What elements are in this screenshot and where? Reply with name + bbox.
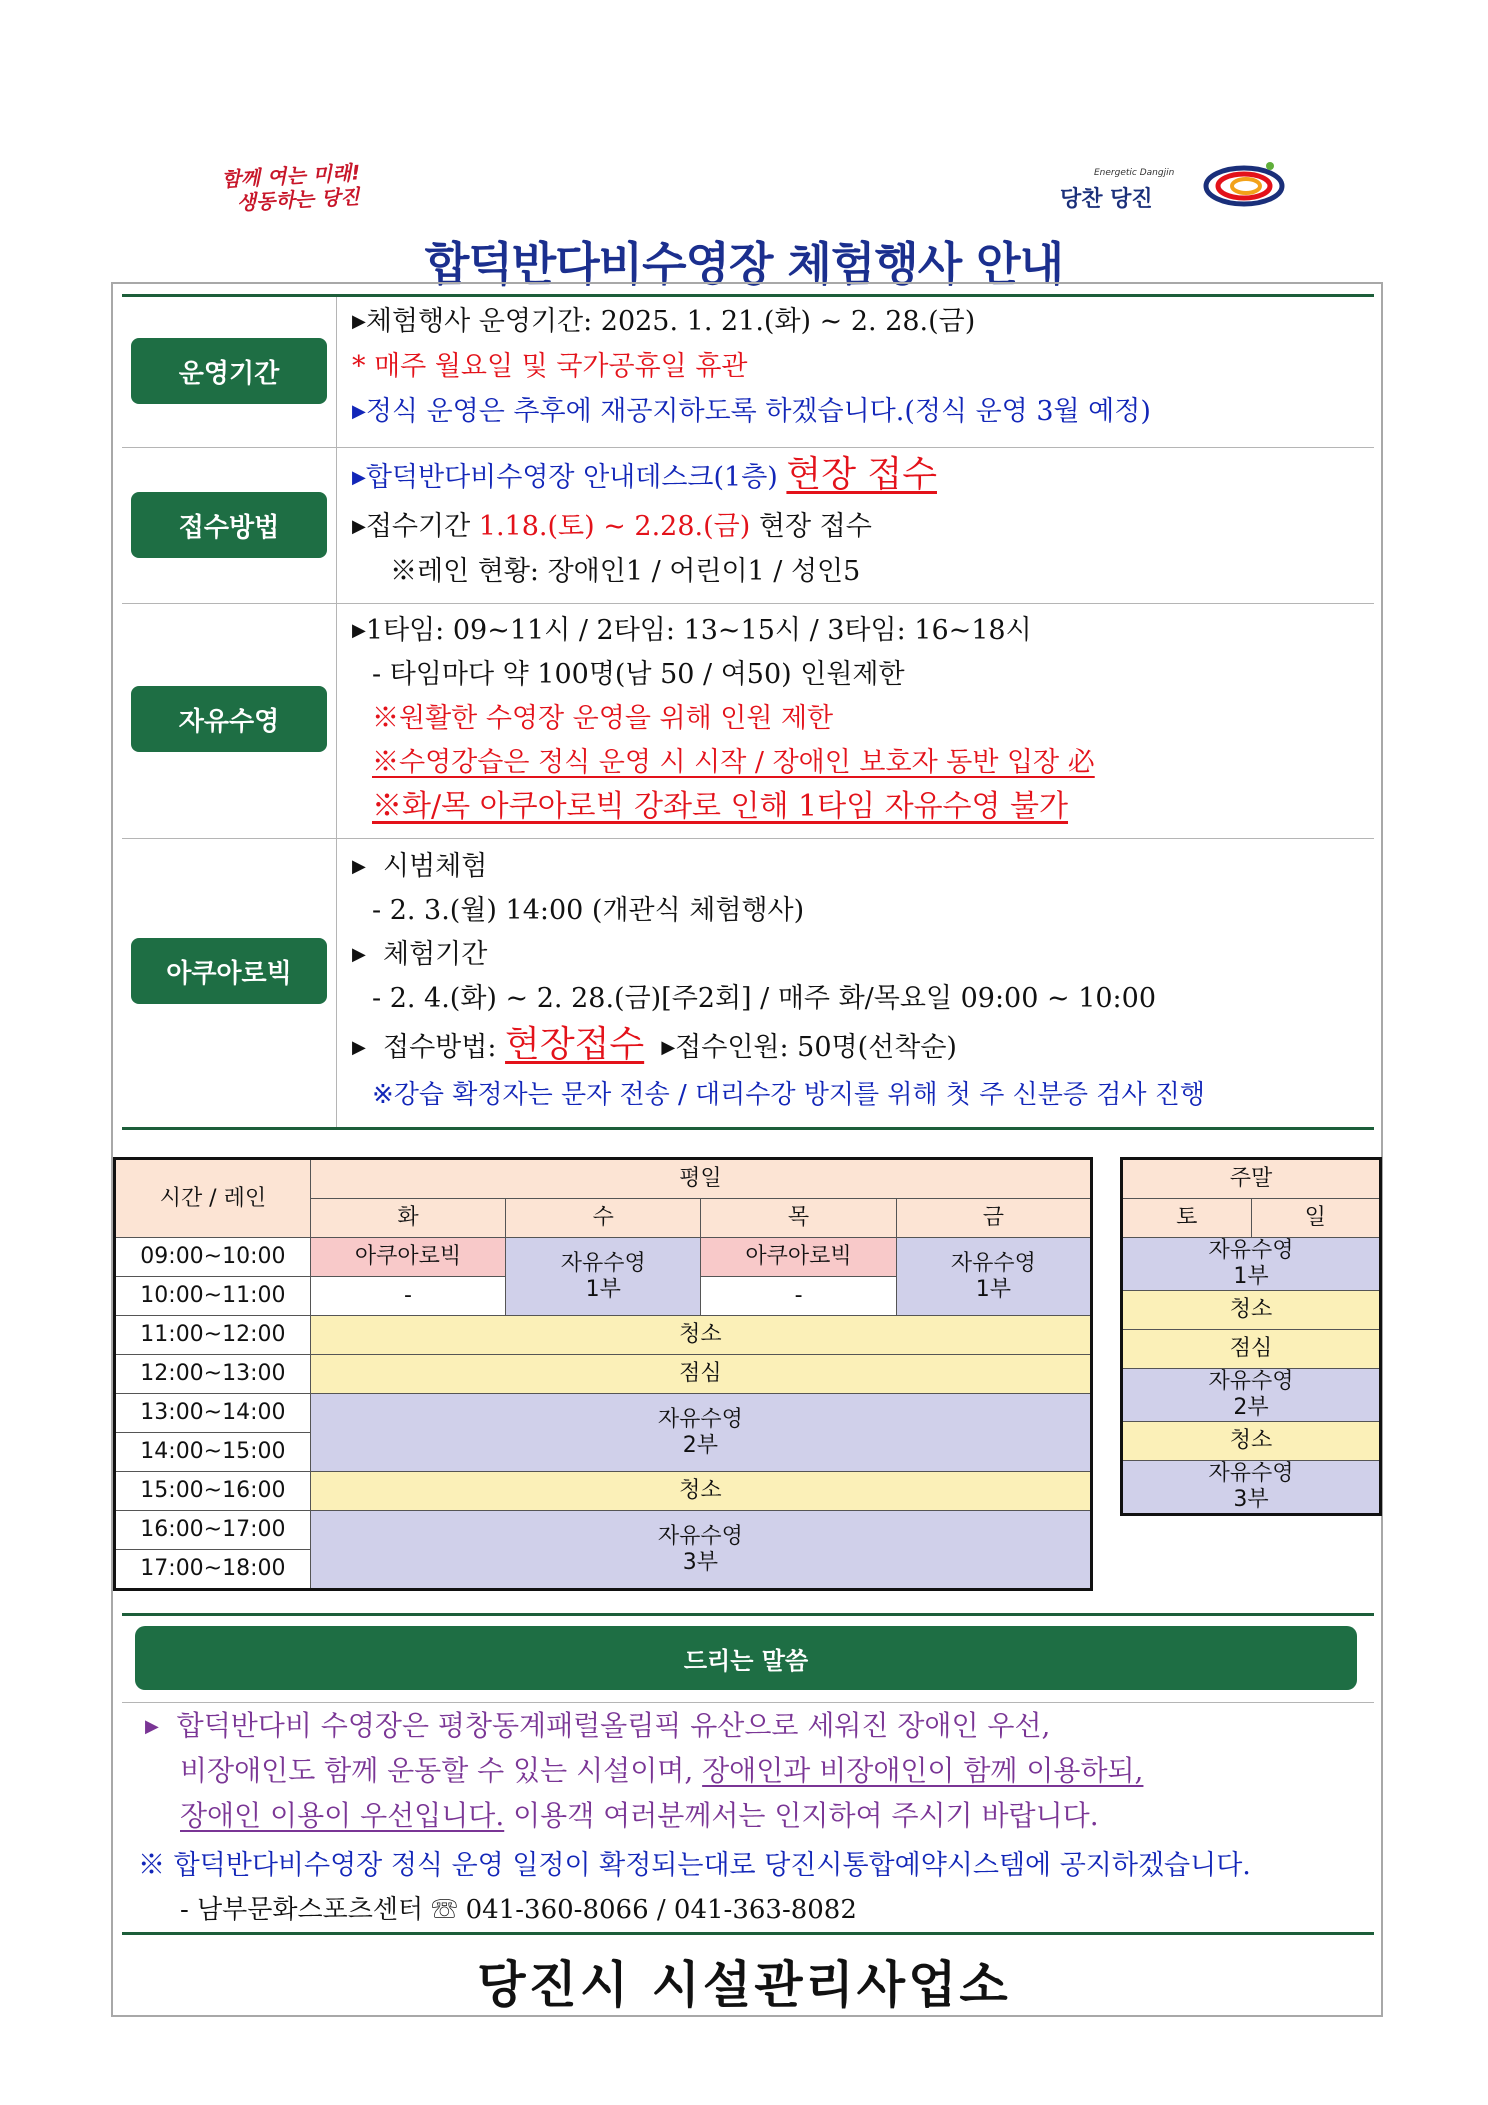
lunch-cell: 점심 xyxy=(310,1355,1091,1394)
divider xyxy=(122,603,1374,604)
corner-header: 시간 / 레인 xyxy=(115,1159,311,1238)
label-aquarobic: 아쿠아로빅 xyxy=(131,938,327,1004)
divider xyxy=(122,1702,1374,1703)
free-swim-times: ▶1타임: 09~11시 / 2타임: 13~15시 / 3타임: 16~18시 xyxy=(352,615,1032,646)
aquarobic-note: ※강습 확정자는 문자 전송 / 대리수강 방지를 위해 첫 주 신분증 검사 진행 xyxy=(372,1080,1205,1110)
slogan xyxy=(221,157,433,216)
time-cell: 14:00~15:00 xyxy=(115,1433,311,1472)
free-swim-1-cell: 자유수영 1부 xyxy=(896,1238,1091,1316)
cleaning-cell: 청소 xyxy=(1122,1291,1381,1330)
weekend-header: 주말 xyxy=(1122,1159,1381,1199)
aquarobic-cell: 아쿠아로빅 xyxy=(701,1238,896,1277)
notice-p2: 비장애인도 함께 운동할 수 있는 시설이며, 장애인과 비장애인이 함께 이용하되, xyxy=(180,1754,1144,1787)
bottom-rule xyxy=(122,1127,1374,1130)
day-header: 일 xyxy=(1251,1199,1381,1238)
cleaning-cell: 청소 xyxy=(310,1316,1091,1355)
free-swim-3-cell: 자유수영 3부 xyxy=(310,1511,1091,1590)
free-swim-limit: - 타임마다 약 100명(남 50 / 여50) 인원제한 xyxy=(372,659,905,690)
label-reception: 접수방법 xyxy=(131,492,327,558)
free-swim-2-cell: 자유수영 2부 xyxy=(1122,1369,1381,1422)
aquarobic-cell: 아쿠아로빅 xyxy=(310,1238,505,1277)
logo-text: 당찬 당진 xyxy=(1060,187,1153,212)
column-divider xyxy=(336,297,337,1127)
period-line1: ▶체험행사 운영기간: 2025. 1. 21.(화) ~ 2. 28.(금) xyxy=(352,306,976,337)
free-swim-note1: ※원활한 수영장 운영을 위해 인원 제한 xyxy=(372,703,834,734)
lane-status: ※레인 현황: 장애인1 / 어린이1 / 성인5 xyxy=(390,556,861,587)
divider xyxy=(122,838,1374,839)
time-cell: 15:00~16:00 xyxy=(115,1472,311,1511)
free-swim-3-cell: 자유수영 3부 xyxy=(1122,1461,1381,1515)
cleaning-cell: 청소 xyxy=(1122,1422,1381,1461)
time-cell: 16:00~17:00 xyxy=(115,1511,311,1550)
label-period: 운영기간 xyxy=(131,338,327,404)
aquarobic-trial: ▶ 시범체험 xyxy=(352,851,488,882)
city-logo xyxy=(1060,156,1290,216)
aquarobic-period-date: - 2. 4.(화) ~ 2. 28.(금)[주2회] / 매주 화/목요일 09:00 ~ 10:00 xyxy=(372,983,1157,1014)
day-header: 금 xyxy=(896,1199,1091,1238)
notice-label: 드리는 말씀 xyxy=(135,1626,1357,1690)
empty-cell: - xyxy=(701,1277,896,1316)
aquarobic-period: ▶ 체험기간 xyxy=(352,939,488,970)
label-free-swim: 자유수영 xyxy=(131,686,327,752)
top-rule xyxy=(122,294,1374,297)
day-header: 토 xyxy=(1122,1199,1252,1238)
period-official-note: ▶정식 운영은 추후에 재공지하도록 하겠습니다.(정식 운영 3월 예정) xyxy=(352,396,1151,427)
free-swim-2-cell: 자유수영 2부 xyxy=(310,1394,1091,1472)
reception-line1: ▶합덕반다비수영장 안내데스크(1층) 현장 접수 xyxy=(352,454,937,495)
aquarobic-reception: ▶ 접수방법: 현장접수 ▶접수인원: 50명(선착순) xyxy=(352,1024,957,1065)
weekday-header: 평일 xyxy=(310,1159,1091,1199)
day-header: 수 xyxy=(506,1199,701,1238)
logo-subtitle: Energetic Dangjin xyxy=(1094,168,1175,178)
free-swim-note3: ※화/목 아쿠아로빅 강좌로 인해 1타임 자유수영 불가 xyxy=(372,789,1069,824)
time-cell: 09:00~10:00 xyxy=(115,1238,311,1277)
notice-p1: ▶ 합덕반다비 수영장은 평창동계패럴올림픽 유산으로 세워진 장애인 우선, xyxy=(145,1709,1051,1742)
aquarobic-trial-date: - 2. 3.(월) 14:00 (개관식 체험행사) xyxy=(372,895,805,926)
footer-rule xyxy=(122,1932,1374,1935)
time-cell: 11:00~12:00 xyxy=(115,1316,311,1355)
time-cell: 12:00~13:00 xyxy=(115,1355,311,1394)
notice-p3: 장애인 이용이 우선입니다. 이용객 여러분께서는 인지하여 주시기 바랍니다. xyxy=(180,1799,1099,1832)
org-name: 당진시 시설관리사업소 xyxy=(477,1956,1011,2014)
page-title: 합덕반다비수영장 체험행사 안내 xyxy=(424,237,1064,291)
free-swim-1-cell: 자유수영 1부 xyxy=(1122,1238,1381,1291)
notice-top-rule xyxy=(122,1613,1374,1616)
free-swim-1-cell: 자유수영 1부 xyxy=(506,1238,701,1316)
notice-p4: ※ 합덕반다비수영장 정식 운영 일정이 확정되는대로 당진시통합예약시스템에 공지하겠습니다. xyxy=(138,1850,1251,1881)
free-swim-note2: ※수영강습은 정식 운영 시 시작 / 장애인 보호자 동반 입장 必 xyxy=(372,747,1095,778)
logo-swirl-icon xyxy=(1200,156,1290,214)
empty-cell: - xyxy=(310,1277,505,1316)
day-header: 목 xyxy=(701,1199,896,1238)
cleaning-cell: 청소 xyxy=(310,1472,1091,1511)
time-cell: 17:00~18:00 xyxy=(115,1550,311,1590)
slogan-line2: 생동하는 당진 xyxy=(236,184,361,215)
slogan-line1: 함께 여는 미래! xyxy=(220,160,361,192)
reception-line2: ▶접수기간 1.18.(토) ~ 2.28.(금) 현장 접수 xyxy=(352,511,872,542)
contact-info: - 남부문화스포츠센터 ☏ 041-360-8066 / 041-363-8082 xyxy=(180,1895,857,1925)
lunch-cell: 점심 xyxy=(1122,1330,1381,1369)
divider xyxy=(122,447,1374,448)
day-header: 화 xyxy=(310,1199,505,1238)
time-cell: 10:00~11:00 xyxy=(115,1277,311,1316)
weekend-schedule-table xyxy=(1120,1157,1382,1516)
time-cell: 13:00~14:00 xyxy=(115,1394,311,1433)
period-closed-note: * 매주 월요일 및 국가공휴일 휴관 xyxy=(352,351,748,382)
weekday-schedule-table xyxy=(113,1157,1093,1591)
